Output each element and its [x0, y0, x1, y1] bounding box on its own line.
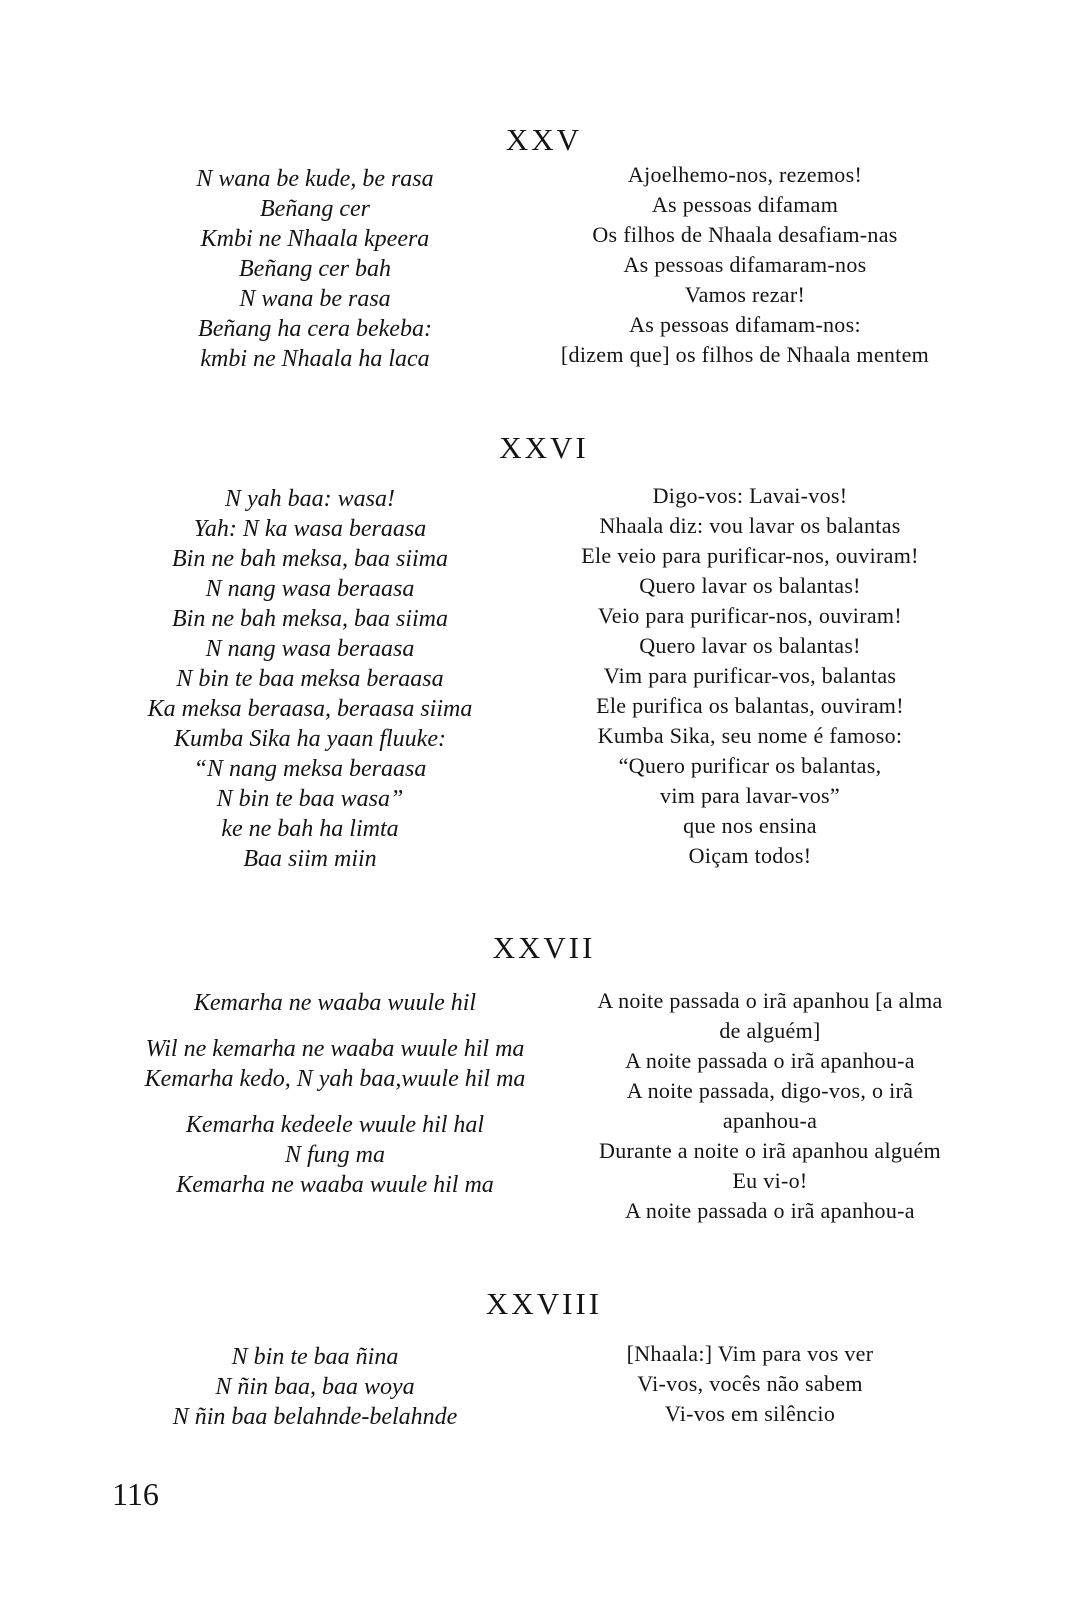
translation-line: As pessoas difamam-nos:: [629, 312, 861, 337]
page-number: 116: [112, 1476, 159, 1512]
translation-line: de alguém]: [719, 1018, 821, 1043]
section-heading-xxviii: XXVIII: [485, 1286, 603, 1321]
translation-line: Digo-vos: Lavai-vos!: [652, 483, 848, 508]
verse-line: Kemarha kedo, N yah baa,wuule hil ma: [144, 1066, 526, 1092]
translation-line: [dizem que] os filhos de Nhaala mentem: [560, 342, 930, 367]
verse-line: N bin te baa meksa beraasa: [176, 666, 444, 692]
translation-line: Eu vi-o!: [732, 1168, 808, 1193]
translation-verse-xxvii: [560, 986, 980, 1226]
verse-line: N fung ma: [284, 1142, 385, 1168]
verse-line: N bin te baa ñina: [231, 1344, 399, 1370]
verse-line: “N nang meksa beraasa: [193, 756, 427, 782]
verse-line: Kmbi ne Nhaala kpeera: [200, 226, 430, 252]
section-heading-xxvi: XXVI: [499, 430, 589, 465]
verse-line: Beñang cer bah: [239, 256, 391, 282]
translation-verse-xxv: [520, 160, 970, 370]
translation-line: Vamos rezar!: [684, 282, 806, 307]
verse-line: ke ne bah ha limta: [221, 816, 399, 842]
section-heading-xxvii: XXVII: [492, 930, 596, 965]
translation-line: apanhou-a: [722, 1108, 818, 1133]
translation-line: Nhaala diz: vou lavar os balantas: [599, 513, 901, 538]
section-heading-xxv: XXV: [505, 122, 583, 157]
verse-line: Kemarha ne waaba wuule hil: [193, 990, 477, 1016]
verse-line: Baa siim miin: [243, 846, 377, 872]
translation-line: A noite passada o irã apanhou-a: [625, 1198, 915, 1223]
verse-line: N nang wasa beraasa: [205, 636, 415, 662]
original-verse-xxviii: [110, 1342, 520, 1432]
verse-line: Beñang cer: [260, 196, 370, 222]
translation-line: Vi-vos em silêncio: [664, 1401, 836, 1426]
translation-line: A noite passada o irã apanhou-a: [625, 1048, 915, 1073]
verse-line: N wana be rasa: [239, 286, 391, 312]
translation-line: Ele veio para purificar-nos, ouviram!: [581, 543, 919, 568]
original-verse-xxvi: [100, 484, 520, 874]
translation-line: Vi-vos, vocês não sabem: [637, 1371, 863, 1396]
verse-line: Wil ne kemarha ne waaba wuule hil ma: [145, 1036, 525, 1062]
translation-line: Ajoelhemo-nos, rezemos!: [627, 162, 863, 187]
verse-line: N yah baa: wasa!: [225, 486, 395, 512]
translation-line: A noite passada, digo-vos, o irã: [626, 1078, 914, 1103]
translation-line: As pessoas difamam: [651, 192, 839, 217]
verse-line: Kemarha kedeele wuule hil hal: [185, 1112, 485, 1138]
original-verse-xxv: [110, 164, 520, 374]
original-verse-xxvii: [100, 988, 570, 1200]
translation-line: As pessoas difamaram-nos: [623, 252, 867, 277]
translation-line: Durante a noite o irã apanhou alguém: [599, 1138, 941, 1163]
translation-line: Quero lavar os balantas!: [639, 633, 861, 658]
verse-line: N nang wasa beraasa: [205, 576, 415, 602]
translation-line: Veio para purificar-nos, ouviram!: [598, 603, 902, 628]
verse-line: Yah: N ka wasa beraasa: [193, 516, 427, 542]
translation-line: Os filhos de Nhaala desafiam-nas: [592, 222, 898, 247]
verse-line: N ñin baa, baa woya: [215, 1374, 415, 1400]
verse-line: Ka meksa beraasa, beraasa siima: [147, 696, 473, 722]
verse-line: N bin te baa wasa”: [216, 786, 404, 812]
translation-verse-xxvi: [530, 481, 970, 871]
translation-line: vim para lavar-vos”: [660, 783, 840, 808]
translation-line: Kumba Sika, seu nome é famoso:: [597, 723, 903, 748]
verse-line: Kumba Sika ha yaan fluuke:: [174, 726, 446, 752]
verse-line: N wana be kude, be rasa: [196, 166, 434, 192]
verse-line: Beñang ha cera bekeba:: [198, 316, 432, 342]
translation-line: Oiçam todos!: [688, 843, 812, 868]
translation-line: [Nhaala:] Vim para vos ver: [626, 1341, 874, 1366]
verse-line: Kemarha ne waaba wuule hil ma: [176, 1172, 494, 1198]
translation-line: Ele purifica os balantas, ouviram!: [596, 693, 904, 718]
translation-line: A noite passada o irã apanhou [a alma: [597, 988, 943, 1013]
verse-line: Bin ne bah meksa, baa siima: [172, 606, 448, 632]
translation-line: “Quero purificar os balantas,: [618, 753, 882, 778]
verse-line: kmbi ne Nhaala ha laca: [200, 346, 430, 372]
translation-line: que nos ensina: [683, 813, 817, 838]
translation-line: Quero lavar os balantas!: [639, 573, 861, 598]
translation-line: Vim para purificar-vos, balantas: [603, 663, 897, 688]
verse-line: N ñin baa belahnde-belahnde: [172, 1404, 458, 1430]
verse-line: Bin ne bah meksa, baa siima: [172, 546, 448, 572]
translation-verse-xxviii: [530, 1339, 970, 1429]
